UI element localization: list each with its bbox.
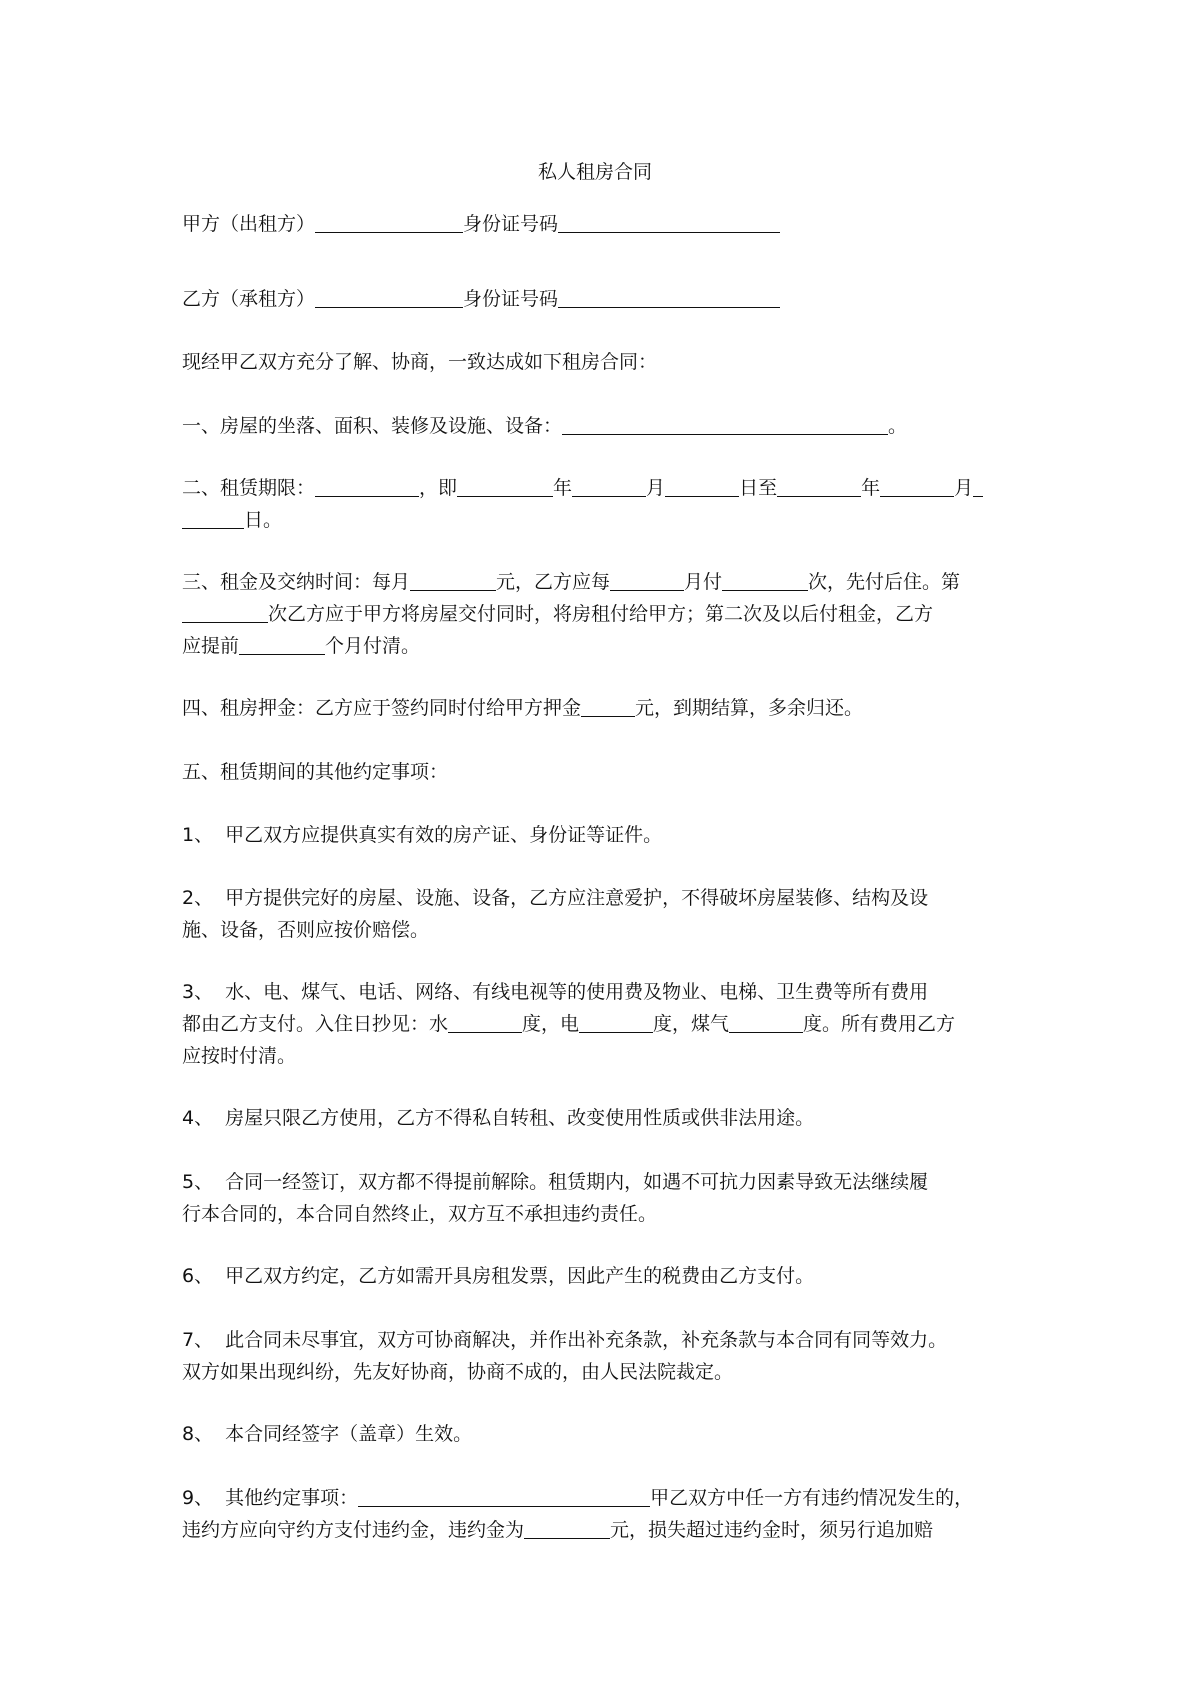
clause-2-ji: ，即: [419, 477, 458, 499]
start-month-blank[interactable]: [572, 474, 646, 497]
clause-3-text-c: 月付: [684, 571, 723, 593]
item-3-text-b: 度，电: [522, 1013, 580, 1035]
item-number: 7、: [182, 1329, 214, 1351]
item-text: 甲方提供完好的房屋、设施、设备，乙方应注意爱护，不得破坏房屋装修、结构及设: [225, 887, 929, 909]
item-2-line-1: [182, 882, 1022, 914]
item-7-line-2: 双方如果出现纠纷，先友好协商，协商不成的，由人民法院裁定。: [182, 1361, 734, 1383]
item-number: 5、: [182, 1171, 214, 1193]
party-a-id-blank[interactable]: [558, 210, 780, 233]
clause-3-text-d: 次，先付后住。第: [808, 571, 961, 593]
lease-term-blank[interactable]: [315, 474, 419, 497]
end-day-blank[interactable]: [182, 506, 244, 529]
item-text: 合同一经签订，双方都不得提前解除。租赁期内，如遇不可抗力因素导致无法继续履: [225, 1171, 929, 1193]
clause-5-heading: 五、租赁期间的其他约定事项：: [182, 761, 449, 783]
clause-2-line-1: [182, 472, 1022, 504]
deposit-blank[interactable]: [581, 694, 635, 717]
item-9-line-2: [182, 1514, 1022, 1546]
advance-months-blank[interactable]: [239, 632, 325, 655]
clause-2-line-2: [182, 504, 1022, 536]
clause-1-text: 一、房屋的坐落、面积、装修及设施、设备：: [182, 415, 563, 437]
clause-4-text-b: 元，到期结算，多余归还。: [635, 697, 864, 719]
item-3-text-c: 度，煤气: [653, 1013, 730, 1035]
item-text: 甲乙双方应提供真实有效的房产证、身份证等证件。: [225, 824, 663, 846]
item-number: 1、: [182, 824, 214, 846]
property-details-blank[interactable]: [562, 412, 888, 435]
item-number: 2、: [182, 887, 214, 909]
item-9-text-c: 违约方应向守约方支付违约金，违约金为: [182, 1519, 525, 1541]
party-b-id-label: 身份证号码: [463, 288, 559, 310]
item-text: 水、电、煤气、电话、网络、有线电视等的使用费及物业、电梯、卫生费等所有费用: [225, 981, 929, 1003]
clause-3-text-g: 个月付清。: [325, 635, 421, 657]
start-day-blank[interactable]: [665, 474, 739, 497]
item-6: [182, 1260, 1022, 1292]
intro-paragraph: 现经甲乙双方充分了解、协商，一致达成如下租房合同：: [182, 351, 658, 373]
year-label-2: 年: [861, 477, 881, 499]
month-label-1: 月: [646, 477, 666, 499]
party-b-label: 乙方（承租方）: [182, 288, 316, 310]
party-a-label: 甲方（出租方）: [182, 213, 316, 235]
item-9-text-a: 其他约定事项：: [225, 1487, 359, 1509]
party-a-id-label: 身份证号码: [463, 213, 559, 235]
end-day-blank-start[interactable]: [973, 474, 983, 497]
clause-4-text-a: 四、租房押金：乙方应于签约同时付给甲方押金: [182, 697, 582, 719]
item-3-line-2: [182, 1008, 1022, 1040]
document-title: 私人租房合同: [537, 161, 652, 183]
pay-times-blank[interactable]: [722, 568, 808, 591]
item-7-line-1: [182, 1324, 1022, 1356]
clause-2-prefix: 二、租赁期限：: [182, 477, 316, 499]
clause-3-line-2: [182, 598, 1022, 630]
clause-1: [182, 410, 1022, 442]
item-text: 此合同未尽事宜，双方可协商解决，并作出补充条款，补充条款与本合同有同等效力。: [225, 1329, 948, 1351]
item-5-line-2: 行本合同的，本合同自然终止，双方互不承担违约责任。: [182, 1203, 658, 1225]
pay-interval-blank[interactable]: [610, 568, 684, 591]
clause-3-text-e: 次乙方应于甲方将房屋交付同时，将房租付给甲方；第二次及以后付租金，乙方: [268, 603, 934, 625]
party-b-id-blank[interactable]: [558, 285, 780, 308]
item-text: 甲乙双方约定，乙方如需开具房租发票，因此产生的税费由乙方支付。: [225, 1265, 815, 1287]
month-label-2: 月: [954, 477, 974, 499]
item-text: 房屋只限乙方使用，乙方不得私自转租、改变使用性质或供非法用途。: [225, 1107, 815, 1129]
party-a-line: [182, 208, 1022, 240]
clause-3-text-f: 应提前: [182, 635, 240, 657]
day-to-label: 日至: [739, 477, 778, 499]
day-end-label: 日。: [244, 509, 283, 531]
item-9-line-1: [182, 1482, 1022, 1514]
monthly-rent-blank[interactable]: [410, 568, 496, 591]
end-year-blank[interactable]: [777, 474, 861, 497]
party-b-name-blank[interactable]: [315, 285, 463, 308]
first-payment-blank[interactable]: [182, 600, 268, 623]
start-year-blank[interactable]: [457, 474, 553, 497]
item-number: 4、: [182, 1107, 214, 1129]
item-9-text-b: 甲乙双方中任一方有违约情况发生的，: [650, 1487, 974, 1509]
water-reading-blank[interactable]: [448, 1010, 522, 1033]
clause-3-line-3: [182, 630, 1022, 662]
penalty-amount-blank[interactable]: [524, 1516, 610, 1539]
party-a-name-blank[interactable]: [315, 210, 463, 233]
item-5-line-1: [182, 1166, 1022, 1198]
end-month-blank[interactable]: [880, 474, 954, 497]
clause-4: [182, 692, 1022, 724]
item-number: 3、: [182, 981, 214, 1003]
item-3-text-a: 都由乙方支付。入住日抄见：水: [182, 1013, 449, 1035]
electricity-reading-blank[interactable]: [579, 1010, 653, 1033]
item-number: 8、: [182, 1423, 214, 1445]
item-3-text-d: 度。所有费用乙方: [803, 1013, 956, 1035]
item-number: 6、: [182, 1265, 214, 1287]
clause-3-line-1: [182, 566, 1022, 598]
item-text: 本合同经签字（盖章）生效。: [225, 1423, 473, 1445]
gas-reading-blank[interactable]: [729, 1010, 803, 1033]
item-4: [182, 1102, 1022, 1134]
item-number: 9、: [182, 1487, 214, 1509]
item-2-line-2: 施、设备，否则应按价赔偿。: [182, 919, 430, 941]
item-3-line-3: 应按时付清。: [182, 1045, 297, 1067]
other-terms-blank[interactable]: [358, 1484, 650, 1507]
item-8: [182, 1418, 1022, 1450]
clause-1-end: 。: [888, 415, 908, 437]
year-label-1: 年: [553, 477, 573, 499]
item-9-text-d: 元，损失超过违约金时，须另行追加赔: [610, 1519, 934, 1541]
clause-3-text-b: 元，乙方应每: [496, 571, 611, 593]
party-b-line: [182, 283, 1022, 315]
item-1: [182, 819, 1022, 851]
item-3-line-1: [182, 976, 1022, 1008]
clause-3-text-a: 三、租金及交纳时间：每月: [182, 571, 411, 593]
